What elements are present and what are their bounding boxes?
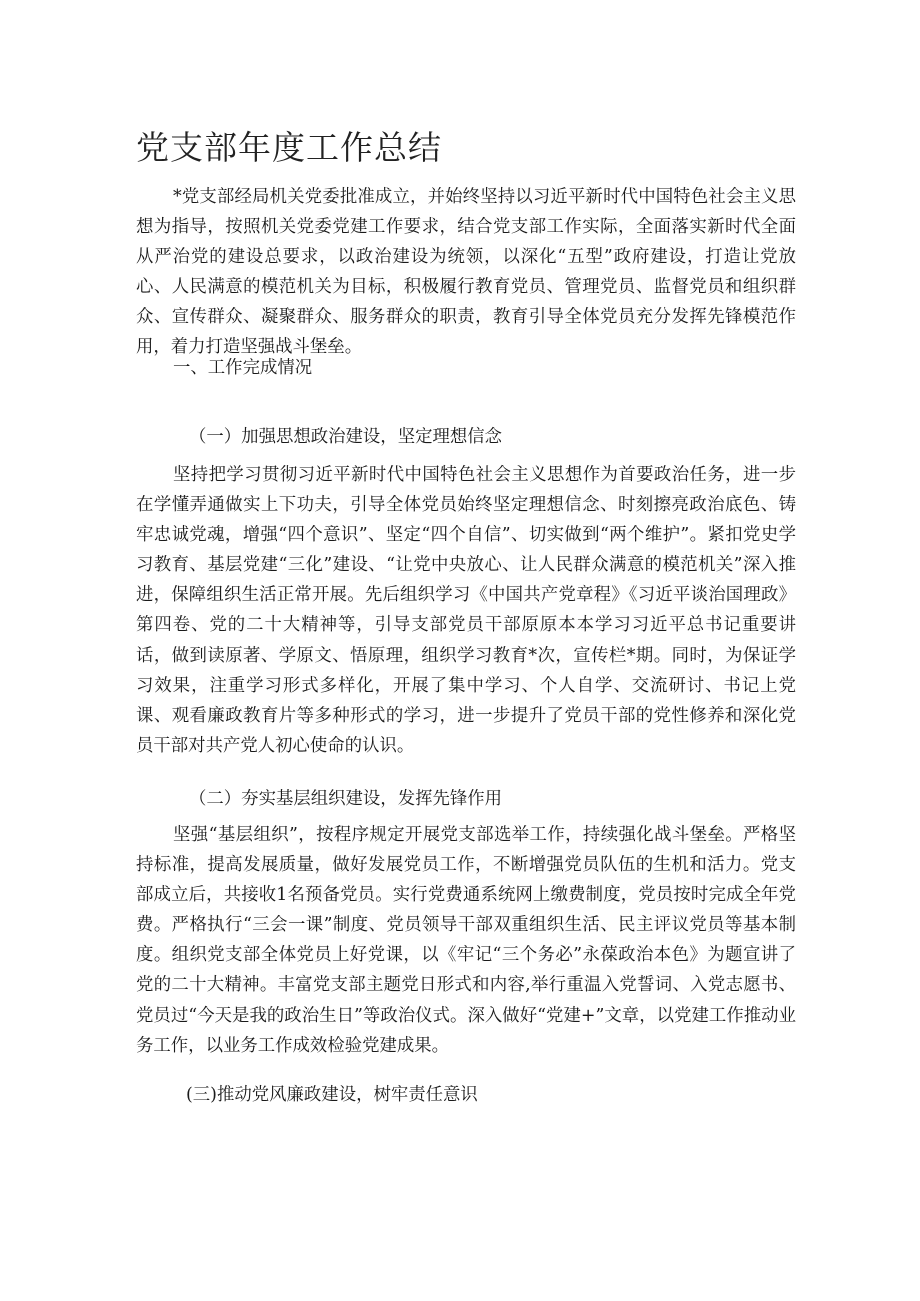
subsection-heading-2: （二）夯实基层组织建设，发挥先锋作用 — [189, 789, 503, 809]
document-title: 党支部年度工作总结 — [136, 128, 442, 167]
intro-paragraph: *党支部经局机关党委批准成立，并始终坚持以习近平新时代中国特色社会主义思想为指导，按照机关党委党建工作要求，结合党支部工作实际，全面落实新时代全面从严治党的建设总要求，以政治建设为统领，以深化“五型”政府建设，打造让党放心、人民满意的模范机关为目标，积极履行教育党员、管理党员、监督党员和组织群众、宣传群众、凝聚群众、服务群众的职责，教育引导全体党员充分发挥先锋模范作用，着力打造坚强战斗堡垒。 — [136, 187, 796, 358]
subsection-body-1: 坚持把学习贯彻习近平新时代中国特色社会主义思想作为首要政治任务，进一步在学懂弄通做实上下功夫，引导全体党员始终坚定理想信念、时刻擦亮政治底色、铸牢忠诚党魂，增强“四个意识”、坚定“四个自信”、切实做到“两个维护”。紧扣党史学习教育、基层党建“三化”建设、“让党中央放心、让人民群众满意的模范机关”深入推进，保障组织生活正常开展。先后组织学习《中国共产党章程》《习近平谈治国理政》第四卷、党的二十大精神等，引导支部党员干部原原本本学习习近平总书记重要讲话，做到读原著、学原文、悟原理，组织学习教育*次，宣传栏*期。同时，为保证学习效果，注重学习形式多样化，开展了集中学习、个人自学、交流研讨、书记上党课、观看廉政教育片等多种形式的学习，进一步提升了党员干部的党性修养和深化党员干部对共产党人初心使命的认识。 — [136, 465, 796, 756]
section-heading-1: 一、工作完成情况 — [173, 358, 313, 378]
subsection-heading-3: (三)推动党风廉政建设，树牢责任意识 — [186, 1085, 478, 1105]
subsection-heading-1: （一）加强思想政治建设，坚定理想信念 — [189, 427, 503, 447]
subsection-body-2: 坚强“基层组织”，按程序规定开展党支部选举工作，持续强化战斗堡垒。严格坚持标准，提高发展质量，做好发展党员工作，不断增强党员队伍的生机和活力。党支部成立后，共接收1名预备党员。实行党费通系统网上缴费制度，党员按时完成全年党费。严格执行“三会一课”制度、党员领导干部双重组织生活、民主评议党员等基本制度。组织党支部全体党员上好党课，以《牢记“三个务必”永葆政治本色》为题宣讲了党的二十大精神。丰富党支部主题党日形式和内容,举行重温入党誓词、入党志愿书、党员过“今天是我的政治生日”等政治仪式。深入做好“党建+”文章，以党建工作推动业务工作，以业务工作成效检验党建成果。 — [136, 825, 796, 1056]
